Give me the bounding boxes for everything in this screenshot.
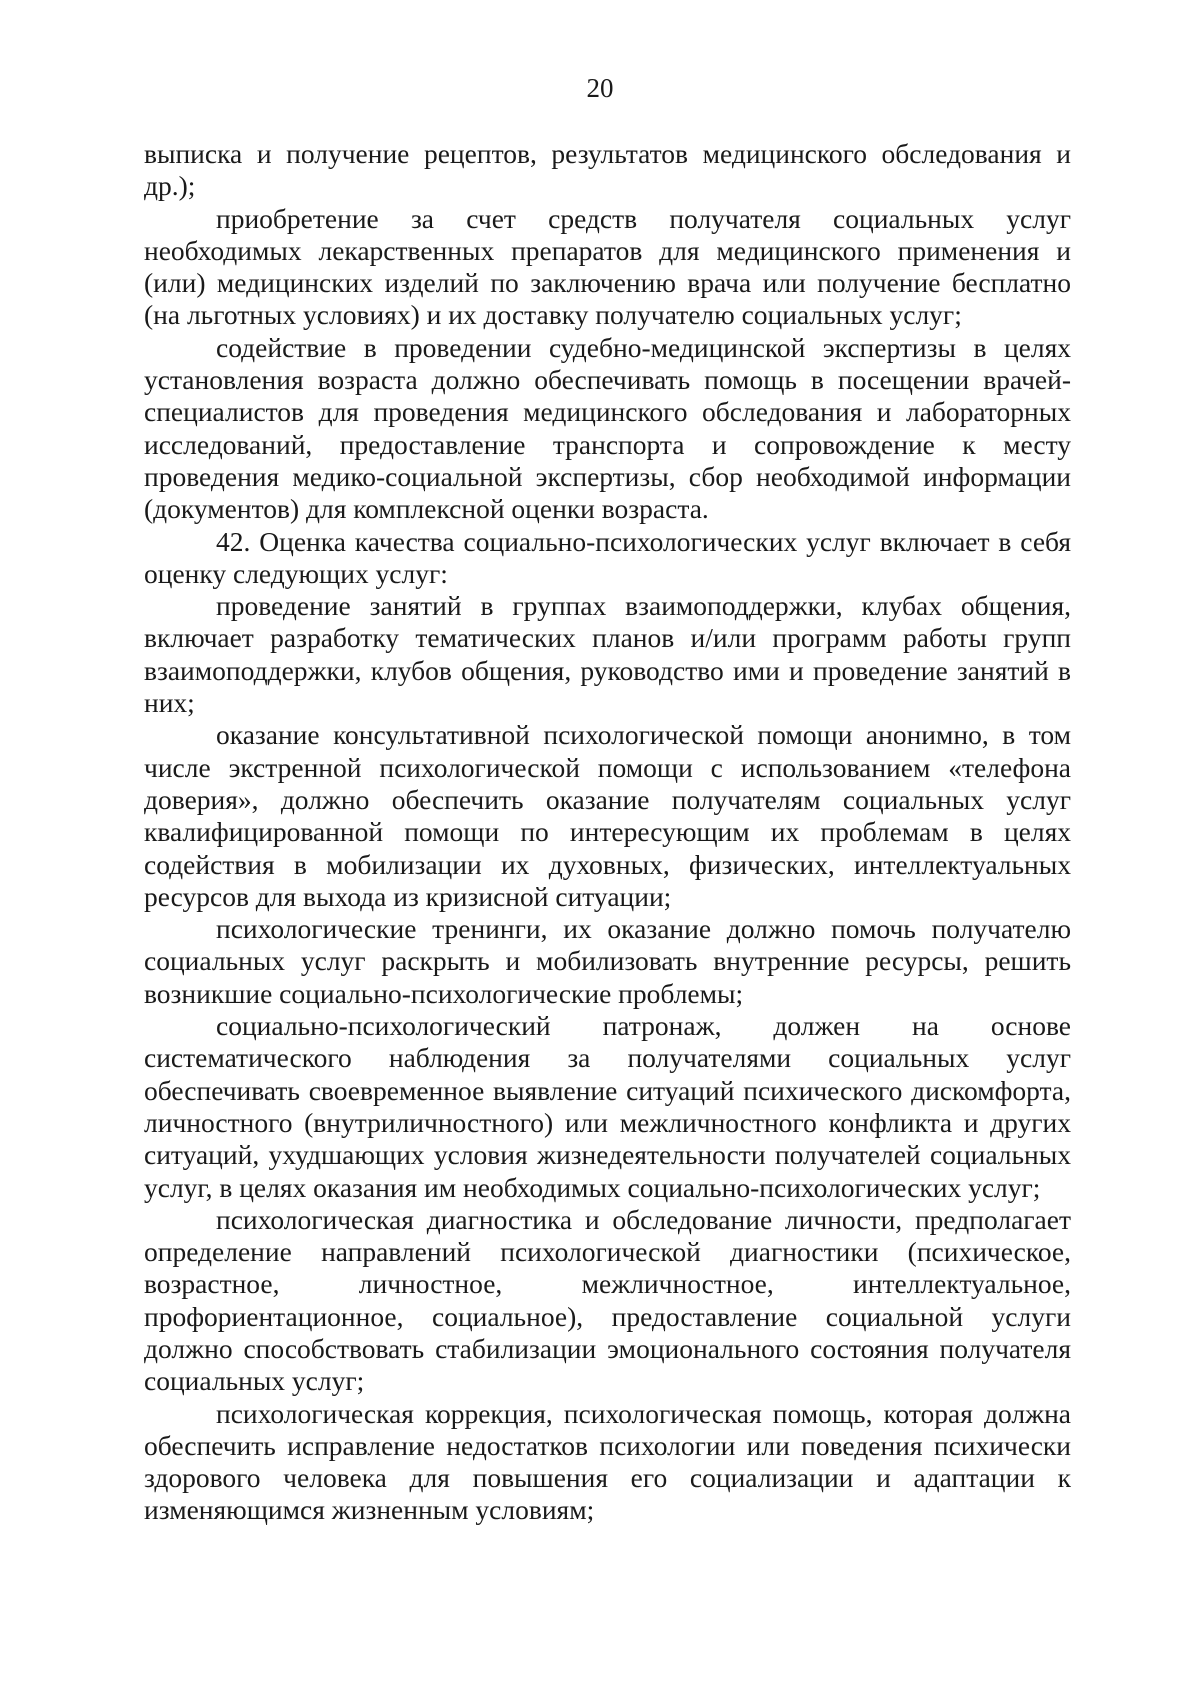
- page-number: 20: [586, 73, 614, 103]
- paragraph-medicine-purchase: приобретение за счет средств получателя социальных услуг необходимых лекарственных препаратов для медицинского применения и (или) медицинских изделий по заключению врача или получение бесплатно (на льготных условиях) и их доставку получателю социальных услуг;: [144, 202, 1071, 331]
- paragraph-psych-correction: психологическая коррекция, психологическая помощь, которая должна обеспечить исправление недостатков психологии или поведения психически здорового человека для повышения его социализации и адаптации к изменяющимся жизненным условиям;: [144, 1397, 1071, 1526]
- paragraph-psych-trainings: психологические тренинги, их оказание должно помочь получателю социальных услуг раскрыть и мобилизовать внутренние ресурсы, решить возникшие социально-психологические проблемы;: [144, 913, 1071, 1009]
- paragraph-psych-consultation: оказание консультативной психологической помощи анонимно, в том числе экстренной психологической помощи с использованием «телефона доверия», должно обеспечить оказание получателям социальных услуг квалифицированной помощи по интересующим их проблемам в целях содействия в мобилизации их духовных, физических, интеллектуальных ресурсов для выхода из кризисной ситуации;: [144, 719, 1071, 912]
- paragraph-prescriptions-continued: выписка и получение рецептов, результатов медицинского обследования и др.);: [144, 138, 1071, 202]
- paragraph-psych-diagnostics: психологическая диагностика и обследование личности, предполагает определение направлений психологической диагностики (психическое, возрастное, личностное, межличностное, интеллектуальное, профориентационное, социальное), предоставление социальной услуги должно способствовать стабилизации эмоционального состояния получателя социальных услуг;: [144, 1203, 1071, 1397]
- paragraph-psych-patronage: социально-психологический патронаж, должен на основе систематического наблюдения за получателями социальных услуг обеспечивать своевременное выявление ситуаций психического дискомфорта, личностного (внутриличностного) или межличностного конфликта и других ситуаций, ухудшающих условия жизнедеятельности получателей социальных услуг, в целях оказания им необходимых социально-психологических услуг;: [144, 1010, 1071, 1203]
- paragraph-section-42: 42. Оценка качества социально-психологических услуг включает в себя оценку следующих услуг:: [144, 525, 1071, 589]
- paragraph-support-groups: проведение занятий в группах взаимоподдержки, клубах общения, включает разработку тематических планов и/или программ работы групп взаимоподдержки, клубов общения, руководство ими и проведение занятий в них;: [144, 590, 1071, 719]
- paragraph-forensic-age-expertise: содействие в проведении судебно-медицинской экспертизы в целях установления возраста должно обеспечивать помощь в посещении врачей-специалистов для проведения медицинского обследования и лабораторных исследований, предоставление транспорта и сопровождение к месту проведения медико-социальной экспертизы, сбор необходимой информации (документов) для комплексной оценки возраста.: [144, 331, 1071, 525]
- document-body: [144, 138, 1071, 1527]
